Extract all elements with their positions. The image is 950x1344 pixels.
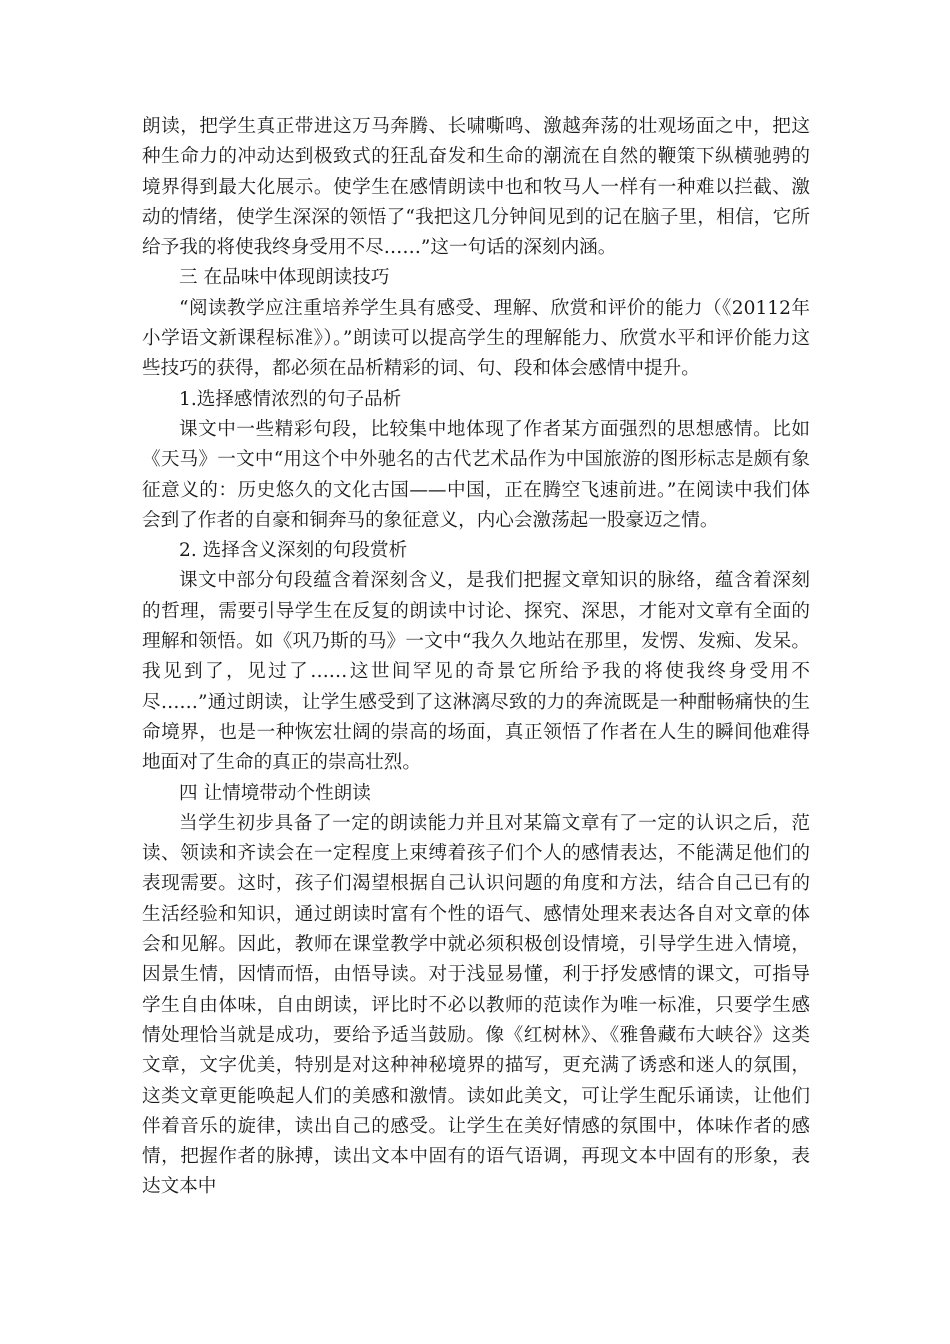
paragraph-continuation: 朗读，把学生真正带进这万马奔腾、长啸嘶鸣、激越奔荡的壮观场面之中，把这种生命力的冲动达到极致式的狂乱奋发和生命的潮流在自然的鞭策下纵横驰骋的境界得到最大化展示。使学生在感情朗读中也和牧马人一样有一种难以拦截、激动的情绪，使学生深深的领悟了“我把这几分钟间见到的记在脑子里，相信，它所给予我的将使我终身受用不尽……”这一句话的深刻内涵。 — [142, 116, 810, 259]
document-page — [142, 112, 810, 1203]
paragraph-tianma: 课文中一些精彩句段，比较集中地体现了作者某方面强烈的思想感情。比如《天马》一文中“用这个中外驰名的古代艺术品作为中国旅游的图形标志是颇有象征意义的：历史悠久的文化古国——中国，正在腾空飞速前进。”在阅读中我们体会到了作者的自豪和铜奔马的象征意义，内心会激荡起一股豪迈之情。 — [142, 418, 810, 531]
paragraph-reading-standard: “阅读教学应注重培养学生具有感受、理解、欣赏和评价的能力（《20112年小学语文新课程标准》）。”朗读可以提高学生的理解能力、欣赏水平和评价能力这些技巧的获得，都必须在品析精彩的词、句、段和体会感情中提升。 — [142, 297, 810, 380]
paragraph-situation-reading: 当学生初步具备了一定的朗读能力并且对某篇文章有了一定的认识之后，范读、领读和齐读会在一定程度上束缚着孩子们个人的感情表达，不能满足他们的表现需要。这时，孩子们渴望根据自己认识问题的角度和方法，结合自己已有的生活经验和知识，通过朗读时富有个性的语气、感情处理来表达各自对文章的体会和见解。因此，教师在课堂教学中就必须积极创设情境，引导学生进入情境，因景生情，因情而悟，由悟导读。对于浅显易懂，利于抒发感情的课文，可指导学生自由体味，自由朗读，评比时不必以教师的范读作为唯一标准，只要学生感情处理恰当就是成功，要给予适当鼓励。像《红树林》、《雅鲁藏布大峡谷》这类文章，文字优美，特别是对这种神秘境界的描写，更充满了诱惑和迷人的氛围，这类文章更能唤起人们的美感和激情。读如此美文，可让学生配乐诵读，让他们伴着音乐的旋律，读出自己的感受。让学生在美好情感的氛围中，体味作者的感情，把握作者的脉搏，读出文本中固有的语气语调，再现文本中固有的形象，表达文本中 — [142, 812, 810, 1198]
paragraph-gongnaisi: 课文中部分句段蕴含着深刻含义，是我们把握文章知识的脉络，蕴含着深刻的哲理，需要引导学生在反复的朗读中讨论、探究、深思，才能对文章有全面的理解和领悟。如《巩乃斯的马》一文中“我久久地站在那里，发愣、发痴、发呆。我见到了，见过了……这世间罕见的奇景它所给予我的将使我终身受用不尽……”通过朗读，让学生感受到了这淋漓尽致的力的奔流既是一种酣畅痛快的生命境界，也是一种恢宏壮阔的崇高的场面，真正领悟了作者在人生的瞬间他难得地面对了生命的真正的崇高壮烈。 — [142, 570, 810, 774]
section-heading-3: 三 在品味中体现朗读技巧 — [179, 267, 390, 289]
subheading-1: 1.选择感情浓烈的句子品析 — [179, 388, 402, 410]
subheading-2: 2. 选择含义深刻的句段赏析 — [179, 540, 408, 562]
section-heading-4: 四 让情境带动个性朗读 — [179, 782, 371, 804]
